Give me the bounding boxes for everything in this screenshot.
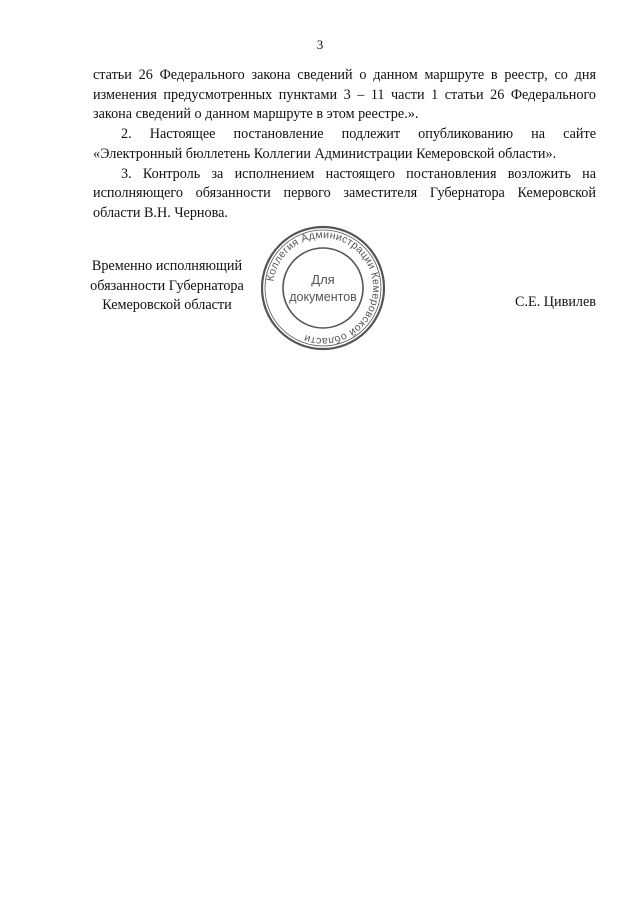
paragraph-control: 3. Контроль за исполнением настоящего постановления возложить на исполняющего обязанности первого заместителя Губернатора Кемеровской области В.Н. Чернова. xyxy=(93,165,596,221)
signatory-position xyxy=(72,257,262,316)
official-stamp xyxy=(259,224,387,352)
signatory-position-line: Кемеровской области xyxy=(102,297,232,314)
paragraph-publication: 2. Настоящее постановление подлежит опубликованию на сайте «Электронный бюллетень Коллегии Администрации Кемеровской области». xyxy=(93,126,596,162)
stamp-graphic xyxy=(259,224,387,352)
signatory-name: С.Е. Цивилев xyxy=(515,294,596,310)
stamp-inner-ring xyxy=(283,248,363,328)
signatory-position-line: Временно исполняющий xyxy=(91,258,243,274)
stamp-outer-ring xyxy=(262,227,384,349)
stamp-center-text: документов xyxy=(289,290,357,304)
stamp-center-text: Для xyxy=(311,272,335,287)
signatory-position-line: обязанности Губернатора xyxy=(90,277,244,294)
document-body xyxy=(93,66,596,224)
stamp-ring-text: Коллегия Администрации Кемеровской области xyxy=(264,228,383,348)
paragraph-continuation: статьи 26 Федерального закона сведений о данном маршруте в реестр, со дня изменения предусмотренных пунктами 3 – 11 части 1 статьи 26 Федерального закона сведений о данном маршруте в этом реестре.». xyxy=(93,67,596,123)
page-number: 3 xyxy=(316,37,324,52)
